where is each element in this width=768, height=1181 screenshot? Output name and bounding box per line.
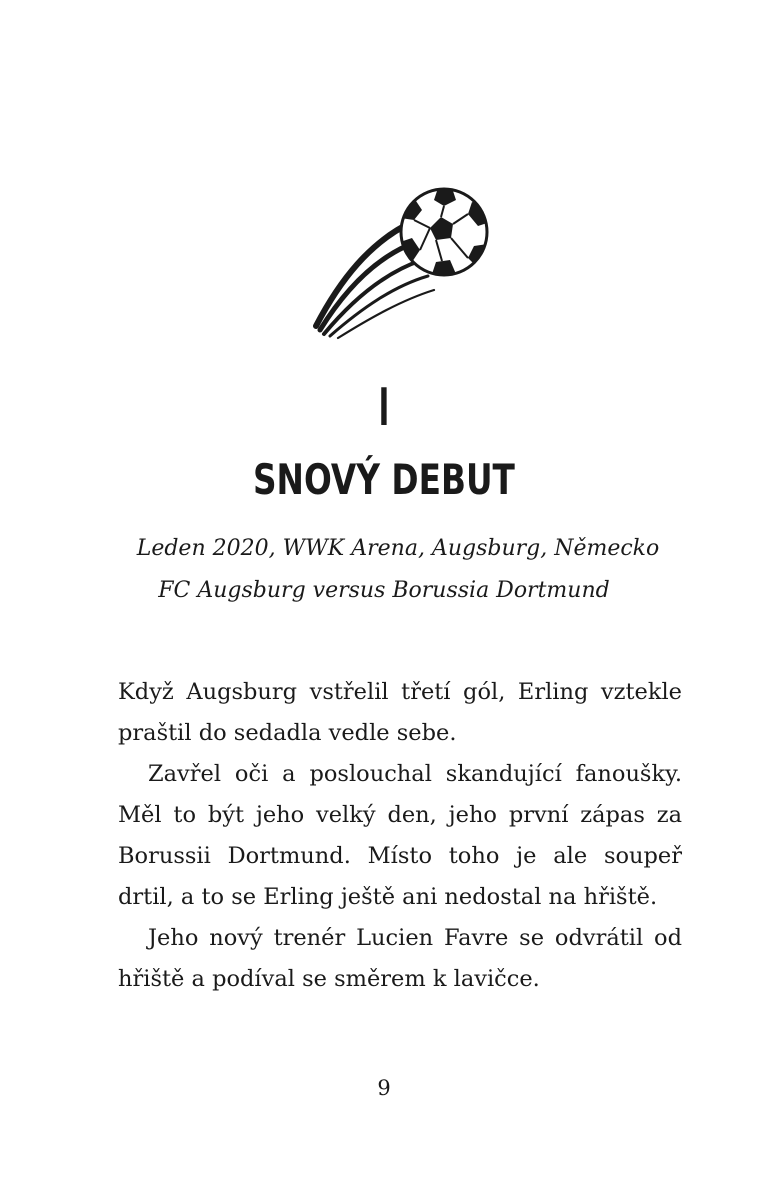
chapter-number: I (378, 378, 390, 438)
chapter-title (0, 450, 768, 510)
paragraph: Když Augsburg vstřelil třetí gól, Erling vztekle praštil do sedadla vedle sebe. (118, 679, 682, 746)
paragraph: Jeho nový trenér Lucien Favre se odvrátil od hřiště a podíval se směrem k lavičce. (118, 925, 682, 992)
chapter-body (118, 672, 682, 1000)
page-number: 9 (377, 1076, 391, 1100)
chapter-subtitle-location: Leden 2020, WWK Arena, Augsburg, Německo (136, 536, 660, 561)
chapter-subtitle-match: FC Augsburg versus Borussia Dortmund (158, 578, 610, 603)
paragraph: Zavřel oči a poslouchal skandující fanoušky. Měl to být jeho velký den, jeho první zápas za Borussii Dortmund. Místo toho je ale soupeř drtil, a to se Erling ještě ani nedostal na hřiště. (118, 761, 682, 910)
soccer-ball-icon (300, 180, 500, 340)
chapter-title-text: SNOVÝ DEBUT (253, 455, 515, 504)
